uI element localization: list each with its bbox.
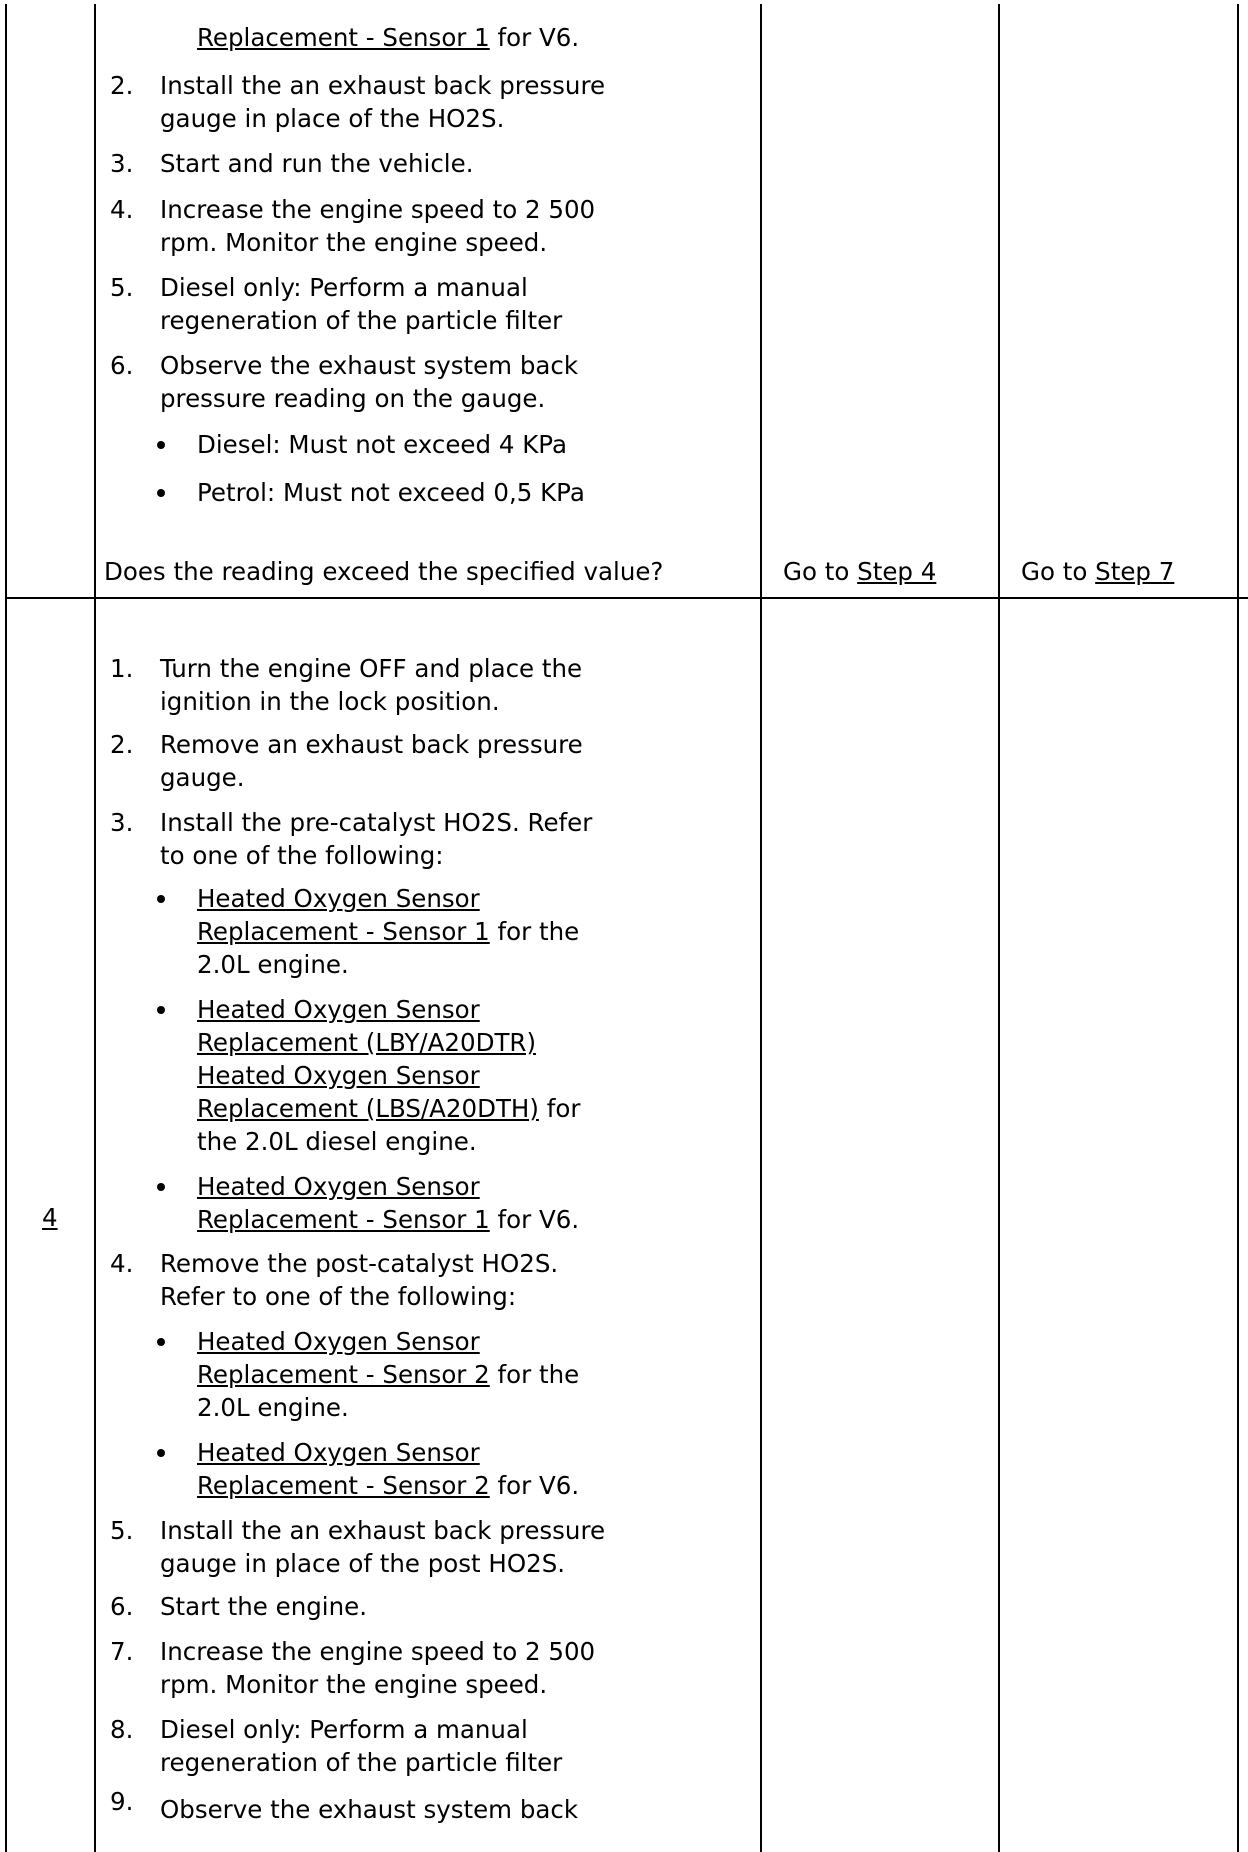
sensor2-replacement-link[interactable]: Replacement - Sensor 2 bbox=[197, 1471, 490, 1500]
step-text: Turn the engine OFF and place the bbox=[160, 654, 583, 683]
sensor2-replacement-link[interactable]: Replacement - Sensor 2 bbox=[197, 1360, 490, 1389]
step-number: 4. bbox=[110, 1249, 134, 1278]
link-tail: for bbox=[538, 1094, 581, 1123]
yes-cell bbox=[783, 555, 936, 588]
step-number: 1. bbox=[110, 654, 134, 683]
step-text: gauge in place of the post HO2S. bbox=[160, 1549, 566, 1578]
column-divider-step bbox=[94, 4, 96, 1852]
step-number: 3. bbox=[110, 149, 134, 178]
bullet-text: Petrol: Must not exceed 0,5 KPa bbox=[197, 478, 585, 507]
step-text: Install the an exhaust back pressure bbox=[160, 1516, 606, 1545]
step-text: gauge. bbox=[160, 763, 245, 792]
bullet-line bbox=[197, 1469, 579, 1502]
step-text: rpm. Monitor the engine speed. bbox=[160, 228, 548, 257]
step-number: 5. bbox=[110, 273, 134, 302]
sensor1-replacement-link[interactable]: Replacement - Sensor 1 bbox=[197, 23, 490, 52]
bullet-text: the 2.0L diesel engine. bbox=[197, 1127, 477, 1156]
column-divider-yes bbox=[998, 4, 1000, 1852]
step-text: regeneration of the particle filter bbox=[160, 1748, 563, 1777]
heated-oxygen-sensor-link[interactable]: Heated Oxygen Sensor bbox=[197, 1172, 480, 1201]
question-text: Does the reading exceed the specified value? bbox=[104, 557, 664, 586]
bullet-dot bbox=[157, 489, 165, 497]
step-text: rpm. Monitor the engine speed. bbox=[160, 1670, 548, 1699]
bullet-line bbox=[197, 915, 579, 948]
step-number: 4. bbox=[110, 195, 134, 224]
go-to-step-7-link[interactable]: Step 7 bbox=[1095, 557, 1175, 586]
step-number: 2. bbox=[110, 71, 134, 100]
link-tail: for the bbox=[489, 917, 580, 946]
step-number: 9. bbox=[110, 1787, 134, 1816]
step-number: 3. bbox=[110, 808, 134, 837]
step-number: 7. bbox=[110, 1637, 134, 1666]
bullet-line bbox=[197, 1203, 579, 1236]
column-divider-action bbox=[760, 4, 762, 1852]
bullet-line bbox=[197, 1358, 579, 1391]
bullet-text: 2.0L engine. bbox=[197, 1393, 349, 1422]
table-border-right bbox=[1237, 4, 1239, 1852]
step-text: Start the engine. bbox=[160, 1592, 367, 1621]
heated-oxygen-sensor-link[interactable]: Heated Oxygen Sensor bbox=[197, 995, 480, 1024]
step-number: 5. bbox=[110, 1516, 134, 1545]
step-text: Increase the engine speed to 2 500 bbox=[160, 195, 596, 224]
step-number: 8. bbox=[110, 1715, 134, 1744]
step-text: ignition in the lock position. bbox=[160, 687, 500, 716]
step-text: Remove an exhaust back pressure bbox=[160, 730, 583, 759]
bullet-text: Diesel: Must not exceed 4 KPa bbox=[197, 430, 567, 459]
yes-prefix: Go to bbox=[783, 557, 858, 586]
bullet-dot bbox=[157, 441, 165, 449]
continued-bullet-text bbox=[197, 21, 579, 54]
bullet-text: 2.0L engine. bbox=[197, 950, 349, 979]
table-border-left bbox=[5, 4, 7, 1852]
step-text: Diesel only: Perform a manual bbox=[160, 1715, 528, 1744]
step-text: Remove the post-catalyst HO2S. bbox=[160, 1249, 559, 1278]
step-text: to one of the following: bbox=[160, 841, 444, 870]
step-text: gauge in place of the HO2S. bbox=[160, 104, 505, 133]
no-cell bbox=[1021, 555, 1174, 588]
step-text: Refer to one of the following: bbox=[160, 1282, 517, 1311]
step-number: 2. bbox=[110, 730, 134, 759]
heated-oxygen-sensor-link[interactable]: Heated Oxygen Sensor bbox=[197, 1061, 480, 1090]
heated-oxygen-sensor-link[interactable]: Heated Oxygen Sensor bbox=[197, 884, 480, 913]
step-number-link[interactable]: 4 bbox=[42, 1203, 58, 1232]
step-text: Increase the engine speed to 2 500 bbox=[160, 1637, 596, 1666]
step-text: Start and run the vehicle. bbox=[160, 149, 474, 178]
bullet-line bbox=[197, 1092, 580, 1125]
step-text: Observe the exhaust system back bbox=[160, 351, 579, 380]
lby-a20dtr-replacement-link[interactable]: Replacement (LBY/A20DTR) bbox=[197, 1028, 537, 1057]
sensor1-replacement-link[interactable]: Replacement - Sensor 1 bbox=[197, 917, 490, 946]
no-prefix: Go to bbox=[1021, 557, 1096, 586]
link-tail: for the bbox=[489, 1360, 580, 1389]
bullet-dot bbox=[157, 1338, 165, 1346]
link-tail: for V6. bbox=[489, 1471, 580, 1500]
step-number: 6. bbox=[110, 1592, 134, 1621]
step-text: pressure reading on the gauge. bbox=[160, 384, 546, 413]
step-number: 6. bbox=[110, 351, 134, 380]
sensor1-replacement-link[interactable]: Replacement - Sensor 1 bbox=[197, 1205, 490, 1234]
lbs-a20dth-replacement-link[interactable]: Replacement (LBS/A20DTH) bbox=[197, 1094, 539, 1123]
bullet-dot bbox=[157, 1006, 165, 1014]
step-text: Observe the exhaust system back bbox=[160, 1795, 579, 1824]
row-divider bbox=[6, 597, 1248, 599]
step-text: regeneration of the particle filter bbox=[160, 306, 563, 335]
step-text: Install the an exhaust back pressure bbox=[160, 71, 606, 100]
go-to-step-4-link[interactable]: Step 4 bbox=[857, 557, 937, 586]
step-text: Install the pre-catalyst HO2S. Refer bbox=[160, 808, 593, 837]
bullet-dot bbox=[157, 1449, 165, 1457]
link-tail: for V6. bbox=[489, 23, 580, 52]
link-tail: for V6. bbox=[489, 1205, 580, 1234]
step-text: Diesel only: Perform a manual bbox=[160, 273, 528, 302]
bullet-dot bbox=[157, 895, 165, 903]
heated-oxygen-sensor-link[interactable]: Heated Oxygen Sensor bbox=[197, 1438, 480, 1467]
bullet-dot bbox=[157, 1183, 165, 1191]
heated-oxygen-sensor-link[interactable]: Heated Oxygen Sensor bbox=[197, 1327, 480, 1356]
